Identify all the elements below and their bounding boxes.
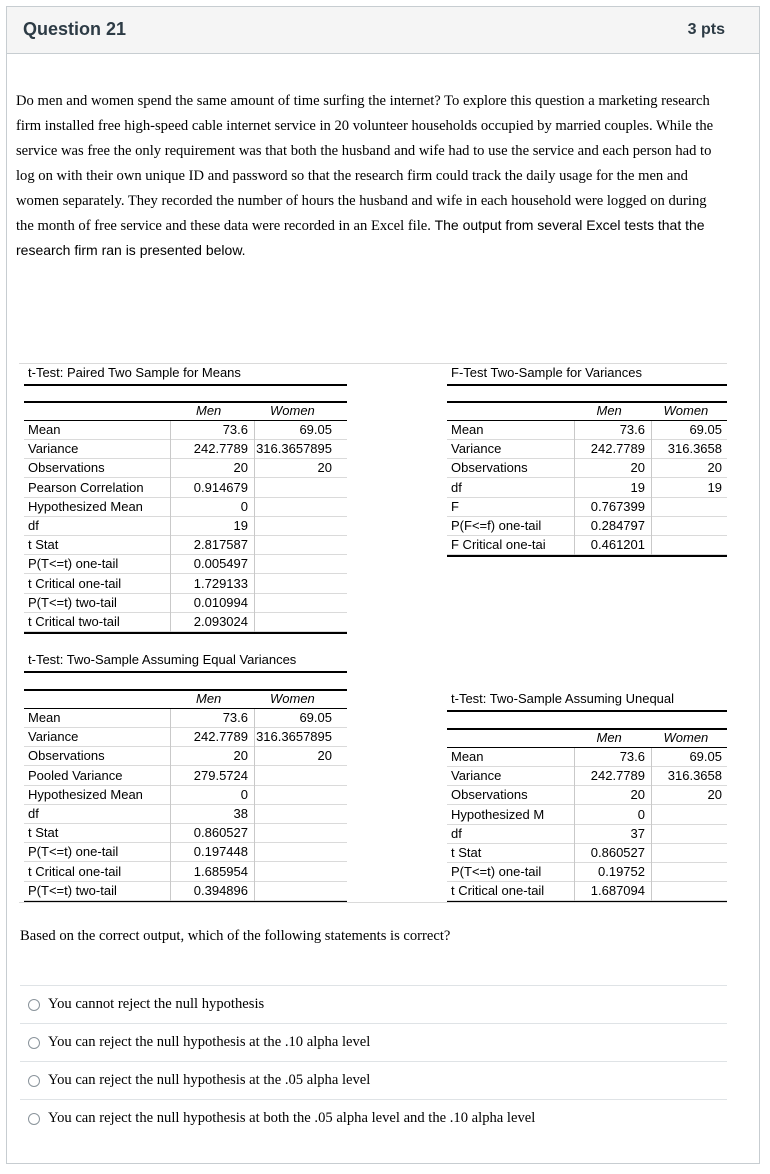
paired-row-label: df bbox=[28, 518, 39, 533]
ftest-col-sep bbox=[651, 421, 652, 555]
paired-men-value: 73.6 bbox=[222, 422, 248, 437]
equal-row-label: Hypothesized Mean bbox=[28, 786, 143, 802]
equal-men-value: 242.7789 bbox=[193, 729, 248, 745]
unequal-col-sep bbox=[574, 748, 575, 901]
ftest-row-label: df bbox=[451, 479, 462, 495]
unequal-men-value: 1.687094 bbox=[590, 883, 645, 899]
prompt-serif-text: Do men and women spend the same amount of time surfing the internet? To explore this question a marketing research firm installed free high-speed cable internet service in 20 volunteer households occupied by married couples. While the service was free the only requirement was that both the husband and wife had to use the service and each person had to log on with their own unique ID and password so that the research firm could track the daily usage for the men and women separately. They recorded the number of hours the husband and wife in each household were logged on during the month of free service and these data were recorded in an Excel file. bbox=[16, 93, 714, 234]
answer-option[interactable] bbox=[20, 985, 727, 1023]
paired-row-label: Hypothesized Mean bbox=[28, 498, 143, 514]
radio-button[interactable] bbox=[28, 1037, 40, 1049]
unequal-men-value: 0 bbox=[637, 806, 645, 822]
answer-label: You can reject the null hypothesis at the .05 alpha level bbox=[48, 1072, 371, 1088]
equal-row-label: Pooled Variance bbox=[28, 767, 123, 783]
ftest-row-label: P(F<=f) one-tail bbox=[451, 518, 542, 533]
paired-row-label: t Critical two-tail bbox=[28, 614, 120, 629]
image-border-top bbox=[19, 363, 727, 364]
paired-women-value: 69.05 bbox=[299, 422, 332, 437]
ftest-row-label: Observations bbox=[451, 460, 528, 476]
equal-men-value: 20 bbox=[233, 748, 248, 764]
ftest-title: F-Test Two-Sample for Variances bbox=[451, 365, 642, 380]
paired-title-underline bbox=[24, 384, 347, 386]
unequal-men-value: 0.19752 bbox=[598, 864, 645, 880]
equal-women-value: 20 bbox=[317, 748, 332, 764]
equal-row-label: P(T<=t) one-tail bbox=[28, 844, 119, 860]
radio-button[interactable] bbox=[28, 999, 40, 1011]
answer-list bbox=[20, 985, 727, 1137]
radio-button[interactable] bbox=[28, 1113, 40, 1125]
unequal-col-sep bbox=[651, 748, 652, 901]
equal-men-value: 0.394896 bbox=[193, 882, 248, 898]
paired-row-label: Pearson Correlation bbox=[28, 479, 144, 495]
unequal-row-label: Variance bbox=[451, 768, 502, 784]
unequal-row-label: Hypothesized M bbox=[451, 806, 545, 822]
ftest-men-value: 19 bbox=[630, 479, 645, 495]
ftest-row-label: Mean bbox=[451, 422, 484, 437]
prompt-sans-text: The output from several Excel tests that the research firm ran is presented below. bbox=[16, 217, 705, 258]
equal-col-men: Men bbox=[196, 691, 222, 706]
ftest-col-sep bbox=[574, 421, 575, 555]
question-title: Question 21 bbox=[23, 19, 127, 39]
equal-men-value: 0.197448 bbox=[193, 844, 248, 860]
paired-men-value: 0.010994 bbox=[193, 594, 248, 610]
question-text: Based on the correct output, which of the following statements is correct? bbox=[20, 928, 451, 944]
ftest-men-value: 0.767399 bbox=[590, 498, 645, 514]
paired-row-label: P(T<=t) one-tail bbox=[28, 556, 119, 572]
paired-men-value: 242.7789 bbox=[193, 441, 248, 457]
unequal-row-label: P(T<=t) one-tail bbox=[451, 864, 542, 880]
paired-row-label: t Stat bbox=[28, 537, 59, 553]
equal-title-underline bbox=[24, 671, 347, 673]
equal-col-women: Women bbox=[270, 691, 315, 706]
unequal-women-value: 20 bbox=[707, 787, 722, 803]
image-border-bottom bbox=[19, 902, 727, 903]
paired-bottom-line bbox=[24, 632, 347, 634]
paired-col-women: Women bbox=[270, 403, 315, 418]
unequal-col-men: Men bbox=[596, 730, 622, 745]
ftest-col-men: Men bbox=[596, 403, 622, 418]
answer-option[interactable] bbox=[20, 1061, 727, 1099]
unequal-title-underline bbox=[447, 710, 727, 712]
unequal-col-women: Women bbox=[663, 730, 709, 745]
ftest-women-value: 316.3658 bbox=[667, 441, 722, 457]
paired-row-label: Variance bbox=[28, 441, 79, 457]
equal-men-value: 0 bbox=[240, 786, 248, 802]
ftest-row-label: F Critical one-tai bbox=[451, 537, 546, 553]
paired-title: t-Test: Paired Two Sample for Means bbox=[28, 365, 241, 380]
paired-men-value: 2.817587 bbox=[193, 537, 248, 553]
paired-col-sep bbox=[254, 421, 255, 632]
equal-men-value: 279.5724 bbox=[193, 767, 248, 783]
equal-row-label: Variance bbox=[28, 729, 79, 745]
ftest-men-value: 242.7789 bbox=[590, 441, 645, 457]
ftest-women-value: 69.05 bbox=[689, 422, 722, 437]
equal-men-value: 0.860527 bbox=[193, 825, 248, 841]
ftest-women-value: 20 bbox=[707, 460, 722, 476]
paired-men-value: 0 bbox=[240, 498, 248, 514]
ftest-col-women: Women bbox=[663, 403, 709, 418]
ftest-women-value: 19 bbox=[707, 479, 722, 495]
paired-row-label: P(T<=t) two-tail bbox=[28, 594, 117, 610]
question-points: 3 pts bbox=[687, 21, 725, 38]
unequal-women-value: 69.05 bbox=[689, 749, 722, 764]
paired-men-value: 19 bbox=[233, 518, 248, 533]
unequal-row-label: t Stat bbox=[451, 845, 482, 860]
unequal-men-value: 242.7789 bbox=[590, 768, 645, 784]
ftest-men-value: 20 bbox=[630, 460, 645, 476]
answer-label: You cannot reject the null hypothesis bbox=[48, 996, 265, 1012]
paired-men-value: 20 bbox=[233, 460, 248, 476]
ftest-row-label: Variance bbox=[451, 441, 502, 457]
answer-option[interactable] bbox=[20, 1023, 727, 1061]
question-prompt bbox=[16, 88, 721, 262]
ftest-title-underline bbox=[447, 384, 727, 386]
equal-men-value: 38 bbox=[233, 806, 248, 821]
paired-row-label: t Critical one-tail bbox=[28, 575, 122, 591]
unequal-men-value: 20 bbox=[630, 787, 645, 803]
equal-row-label: Mean bbox=[28, 710, 61, 725]
paired-col-men: Men bbox=[196, 403, 222, 418]
unequal-men-value: 73.6 bbox=[619, 749, 645, 764]
paired-men-value: 0.914679 bbox=[193, 479, 248, 495]
equal-women-value: 316.3657895 bbox=[256, 729, 332, 745]
paired-men-value: 2.093024 bbox=[193, 614, 248, 629]
equal-men-value: 73.6 bbox=[222, 710, 248, 725]
paired-men-value: 0.005497 bbox=[193, 556, 248, 572]
answer-option[interactable] bbox=[20, 1099, 727, 1137]
unequal-women-value: 316.3658 bbox=[667, 768, 722, 784]
ftest-men-value: 0.461201 bbox=[590, 537, 645, 553]
question-header bbox=[7, 7, 759, 54]
excel-output-image bbox=[19, 363, 727, 903]
equal-row-label: P(T<=t) two-tail bbox=[28, 882, 117, 898]
equal-row-label: t Critical one-tail bbox=[28, 863, 122, 879]
equal-men-value: 1.685954 bbox=[193, 863, 248, 879]
ftest-row-label: F bbox=[451, 498, 459, 514]
equal-col-sep bbox=[170, 709, 171, 901]
paired-row-label: Observations bbox=[28, 460, 105, 476]
equal-row-label: df bbox=[28, 806, 39, 821]
paired-col-sep bbox=[170, 421, 171, 632]
paired-men-value: 1.729133 bbox=[193, 575, 248, 591]
equal-row-label: Observations bbox=[28, 748, 105, 764]
unequal-row-label: t Critical one-tail bbox=[451, 883, 545, 899]
unequal-title: t-Test: Two-Sample Assuming Unequal bbox=[451, 691, 675, 706]
equal-women-value: 69.05 bbox=[299, 710, 332, 725]
unequal-row-label: df bbox=[451, 825, 462, 841]
equal-col-sep bbox=[254, 709, 255, 901]
paired-women-value: 316.3657895 bbox=[256, 441, 332, 457]
ftest-men-value: 73.6 bbox=[619, 422, 645, 437]
unequal-men-value: 0.860527 bbox=[590, 845, 645, 860]
answer-label: You can reject the null hypothesis at both the .05 alpha level and the .10 alpha level bbox=[48, 1110, 536, 1126]
equal-row-label: t Stat bbox=[28, 825, 59, 841]
equal-title: t-Test: Two-Sample Assuming Equal Variances bbox=[28, 652, 297, 667]
answer-label: You can reject the null hypothesis at the .10 alpha level bbox=[48, 1034, 371, 1050]
radio-button[interactable] bbox=[28, 1075, 40, 1087]
ftest-men-value: 0.284797 bbox=[590, 518, 645, 533]
paired-row-label: Mean bbox=[28, 422, 61, 437]
unequal-men-value: 37 bbox=[630, 825, 645, 841]
unequal-row-label: Observations bbox=[451, 787, 528, 803]
unequal-row-label: Mean bbox=[451, 749, 484, 764]
ftest-bottom-line bbox=[447, 555, 727, 557]
paired-women-value: 20 bbox=[317, 460, 332, 476]
